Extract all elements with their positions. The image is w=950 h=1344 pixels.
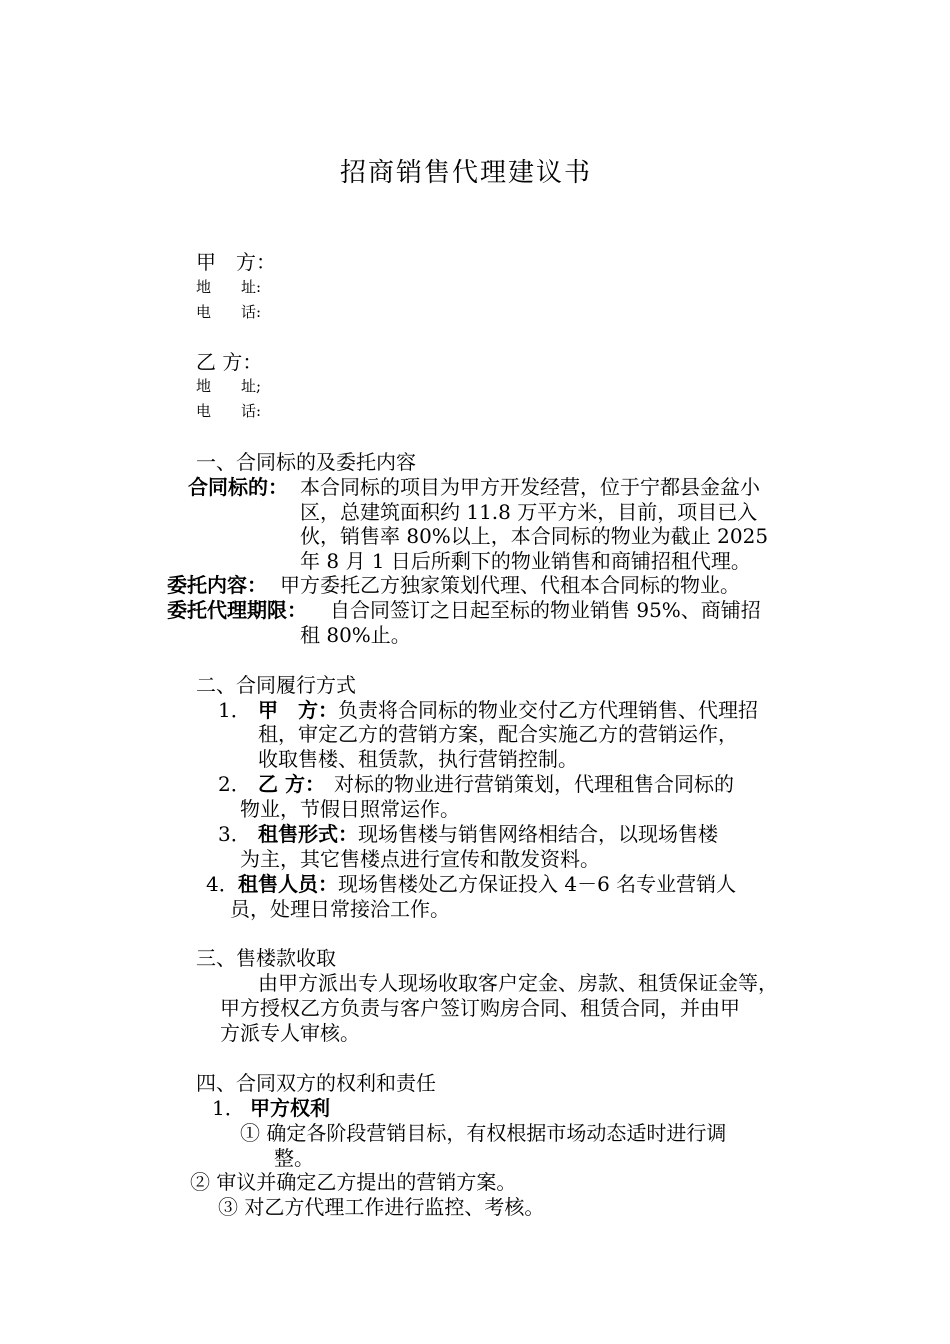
section-2-heading: 二、合同履行方式	[196, 673, 356, 697]
item-3-line-1: 现场售楼与销售网络相结合，以现场售楼	[358, 822, 718, 846]
item-1-number: 1．	[218, 698, 251, 722]
item-1-line-2: 租，审定乙方的营销方案，配合实施乙方的营销运作，	[258, 722, 738, 746]
subsection-label: 甲方权利	[250, 1096, 330, 1120]
section-3-line-3: 方派专人审核。	[220, 1021, 360, 1045]
right-1-line-2: 整。	[274, 1146, 314, 1170]
item-4-number: 4．	[206, 872, 239, 896]
contract-subject-label: 合同标的：	[188, 475, 288, 499]
contract-subject-line-3: 伙，销售率 80%以上，本合同标的物业为截止 2025	[300, 524, 769, 548]
item-1-line-1: 负责将合同标的物业交付乙方代理销售、代理招	[338, 698, 758, 722]
item-2-label: 乙 方：	[258, 772, 325, 796]
item-1-line-3: 收取售楼、租赁款，执行营销控制。	[258, 747, 578, 771]
party-a-label: 甲 方：	[196, 250, 276, 274]
party-b-address: 地 址;	[196, 377, 262, 395]
party-a-phone: 电 话:	[196, 303, 262, 321]
section-3-line-2: 甲方授权乙方负责与客户签订购房合同、租赁合同，并由甲	[220, 996, 740, 1020]
right-3: ③ 对乙方代理工作进行监控、考核。	[218, 1195, 545, 1219]
item-3-line-2: 为主，其它售楼点进行宣传和散发资料。	[240, 847, 600, 871]
item-3-label: 租售形式：	[258, 822, 358, 846]
subsection-number: 1．	[212, 1096, 245, 1120]
section-1-heading: 一、合同标的及委托内容	[196, 450, 416, 474]
section-3-line-1: 由甲方派出专人现场收取客户定金、房款、租赁保证金等，	[258, 971, 778, 995]
item-2-line-2: 物业，节假日照常运作。	[240, 797, 460, 821]
section-4-heading: 四、合同双方的权利和责任	[196, 1071, 436, 1095]
contract-subject-line-2: 区，总建筑面积约 11.8 万平方米，目前，项目已入	[300, 500, 758, 524]
section-3-heading: 三、售楼款收取	[196, 946, 336, 970]
contract-subject-line-1: 本合同标的项目为甲方开发经营，位于宁都县金盆小	[300, 475, 760, 499]
party-b-label: 乙 方：	[196, 350, 263, 374]
contract-subject-line-4: 年 8 月 1 日后所剩下的物业销售和商铺招租代理。	[300, 549, 751, 573]
entrust-period-line-2: 租 80%止。	[300, 623, 411, 647]
entrust-period-line-1: 自合同签订之日起至标的物业销售 95%、商铺招	[330, 598, 761, 622]
item-4-line-1: 现场售楼处乙方保证投入 4－6 名专业营销人	[338, 872, 737, 896]
party-a-address: 地 址:	[196, 278, 262, 296]
entrust-content-label: 委托内容：	[167, 573, 267, 597]
item-2-line-1: 对标的物业进行营销策划，代理租售合同标的	[334, 772, 734, 796]
right-2: ② 审议并确定乙方提出的营销方案。	[190, 1170, 517, 1194]
item-4-label: 租售人员：	[238, 872, 338, 896]
item-4-line-2: 员，处理日常接洽工作。	[230, 897, 450, 921]
item-3-number: 3．	[218, 822, 251, 846]
document-title: 招商销售代理建议书	[340, 158, 593, 188]
right-1-line-1: ① 确定各阶段营销目标，有权根据市场动态适时进行调	[240, 1121, 727, 1145]
item-2-number: 2．	[218, 772, 251, 796]
item-1-label: 甲 方：	[258, 698, 338, 722]
party-b-phone: 电 话:	[196, 402, 262, 420]
entrust-content-text: 甲方委托乙方独家策划代理、代租本合同标的物业。	[280, 573, 740, 597]
entrust-period-label: 委托代理期限：	[167, 598, 307, 622]
